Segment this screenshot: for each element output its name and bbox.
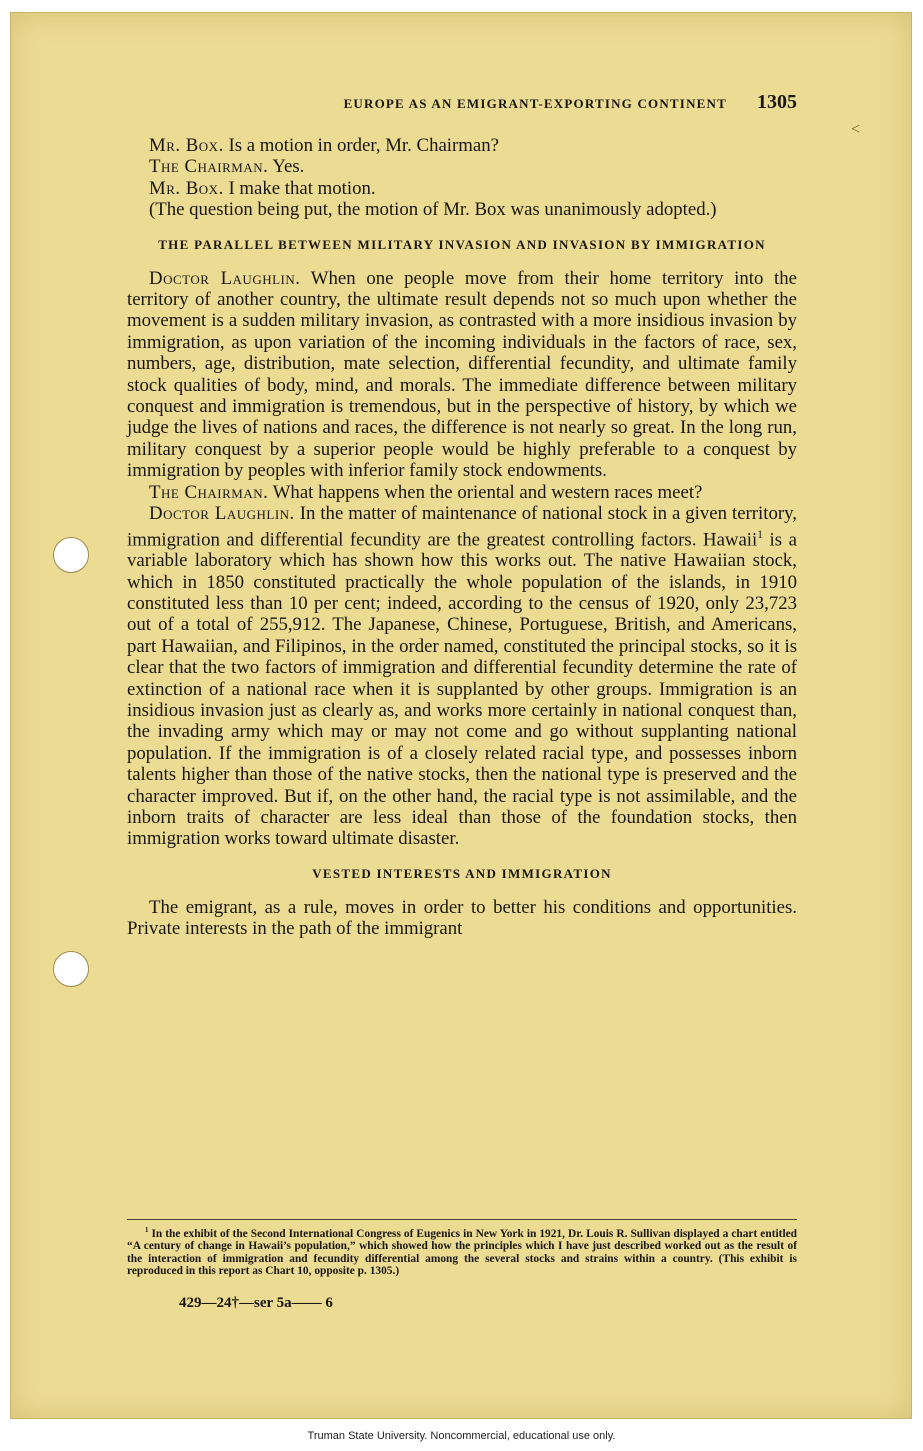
motion-note: (The question being put, the motion of Mr. Box was unanimously adopted.) bbox=[149, 199, 717, 221]
dialogue-line: Mr. Box. I make that motion. bbox=[149, 177, 376, 199]
printer-signature-line: 429—24†—ser 5a—— 6 bbox=[179, 1295, 333, 1311]
running-head-title: EUROPE AS AN EMIGRANT-EXPORTING CONTINENT bbox=[343, 96, 727, 111]
speaker: Doctor Laughlin. bbox=[149, 503, 295, 525]
margin-mark: < bbox=[851, 121, 861, 138]
footnote-text: In the exhibit of the Second International Congress of Eugenics in New York in 1921, Dr. Louis R. Sullivan displayed a chart entitled “A century of change in Hawaii’s population,” which showed how the principles which I have just described worked out as the result of the interaction of immigration and fecundity differential among the several stocks and strains within a country. (This exhibit is reproduced in this report as Chart 10, opposite p. 1305.) bbox=[127, 1227, 797, 1278]
punch-hole-lower bbox=[53, 951, 89, 987]
footnote-divider bbox=[127, 1219, 797, 1220]
page-number: 1305 bbox=[757, 91, 797, 113]
speaker: The Chairman. bbox=[149, 156, 269, 178]
section-heading: VESTED INTERESTS AND IMMIGRATION bbox=[312, 865, 612, 881]
paragraph: The emigrant, as a rule, moves in order to better his conditions and opportunities. Private interests in the path of the immigrant bbox=[127, 896, 797, 940]
section-heading: THE PARALLEL BETWEEN MILITARY INVASION AND INVASION BY IMMIGRATION bbox=[158, 236, 766, 252]
paragraph: Doctor Laughlin. When one people move from their home territory into the territory of another country, the ultimate result depends not so much upon whether the movement is a sudden military invasion, as contrasted with a more insidious invasion by immigration, as upon variation of the incoming individuals in the factors of race, sex, numbers, age, distribution, mate selection, differential fecundity, and ultimate family stock qualities of body, mind, and morals. The immediate difference between military conquest and immigration is tremendous, but in the perspective of history, by which we judge the lives of nations and races, the difference is not nearly so great. In the long run, military conquest by a superior people would be highly preferable to a conquest by immigration by peoples with inferior family stock endowments. bbox=[127, 267, 797, 482]
speaker: Doctor Laughlin. bbox=[149, 267, 301, 289]
paragraph: The Chairman. What happens when the oriental and western races meet? bbox=[149, 481, 703, 503]
dialogue-line: The Chairman. Yes. bbox=[149, 156, 305, 178]
running-head bbox=[217, 91, 797, 114]
footnote bbox=[127, 1225, 797, 1277]
footnote-reference: 1 bbox=[757, 528, 763, 541]
body-text bbox=[127, 135, 797, 940]
footnote-marker: 1 bbox=[145, 1227, 149, 1234]
credit-line: Truman State University. Noncommercial, educational use only. bbox=[307, 1430, 616, 1442]
paragraph: Doctor Laughlin. In the matter of maintenance of national stock in a given territory, immigration and differential fecundity are the greatest controlling factors. Hawaii$^1$ is a variable laboratory which has shown how this works out. The native Hawaiian stock, which in 1850 constituted practically the whole population of the islands, in 1910 constituted less than 10 per cent; indeed, according to the census of 1920, only 23,723 out of a total of 255,912. The Japanese, Chinese, Portuguese, British, and Americans, part Hawaiian, and Filipinos, in the order named, constituted the principal stocks, so it is clear that the two factors of immigration and differential fecundity determine the rate of extinction of a national race when it is supplanted by other groups. Immigration is an insidious invasion just as clearly as, and works more certainly in national conquest than, the invading army which may or may not come and go without supplanting national population. If the immigration is of a closely related racial type, and possesses inborn talents higher than those of the native stocks, then the national type is preserved and the character improved. But if, on the other hand, the racial type is not assimilable, and the inborn traits of character are less ideal than those of the foundation stocks, then immigration works toward ultimate disaster. bbox=[127, 503, 797, 850]
speaker: Mr. Box. bbox=[149, 177, 224, 199]
speaker: Mr. Box. bbox=[149, 135, 224, 156]
dialogue-line: Mr. Box. Is a motion in order, Mr. Chairman? bbox=[149, 135, 499, 156]
document-page bbox=[10, 12, 912, 1419]
punch-hole-upper bbox=[53, 537, 89, 573]
speaker: The Chairman. bbox=[149, 481, 269, 503]
